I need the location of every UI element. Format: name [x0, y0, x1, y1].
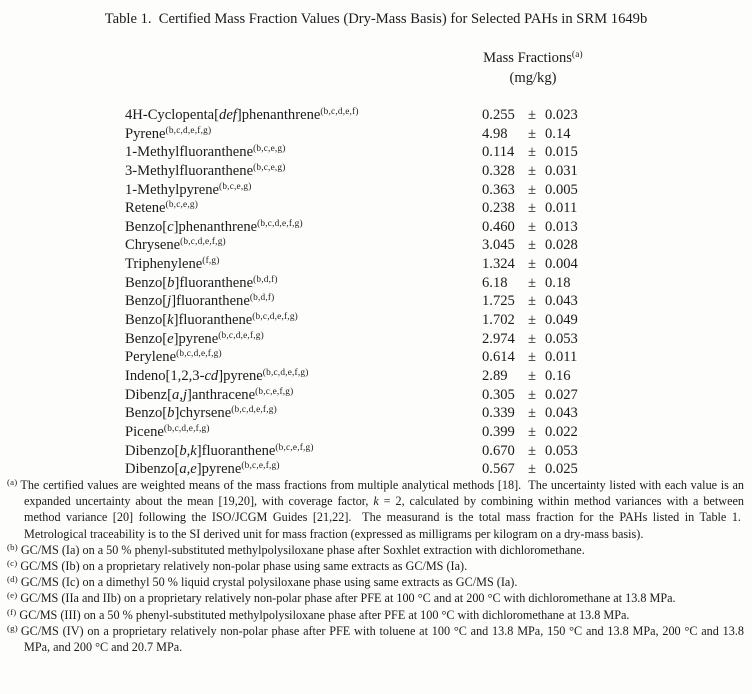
mass-fraction-value: 6.18 — [482, 274, 508, 291]
mass-fraction-value: 3.045 — [482, 237, 515, 254]
column-header-label — [400, 49, 666, 69]
compound-name: Dibenzo[a,e]pyrene — [125, 461, 242, 478]
plus-minus-sign: ± — [527, 423, 536, 440]
footnote-refs: (b,d,f) — [249, 293, 275, 304]
compound-name: Chrysene — [125, 237, 181, 254]
mass-fraction-value: 4.98 — [482, 125, 508, 142]
footnote-refs: (b,c,e,g) — [165, 200, 199, 211]
compound-name-cell — [125, 143, 482, 162]
footnote-refs: (b,c,d,e,f,g) — [252, 312, 298, 323]
plus-minus-sign: ± — [527, 330, 536, 347]
table-row — [125, 125, 578, 144]
footnotes-section — [7, 477, 744, 655]
compound-name: 3-Methylfluoranthene — [125, 162, 254, 179]
footnote-ref-a: (a) — [571, 50, 583, 60]
footnote-refs: (b,c,d,e,f,g) — [231, 405, 277, 416]
compound-name-cell — [125, 311, 482, 330]
table-row — [125, 199, 578, 218]
expanded-uncertainty: 0.043 — [545, 293, 578, 310]
mass-fraction-cell — [482, 106, 578, 125]
compound-name-cell — [125, 199, 482, 218]
compound-name: Benzo[b]fluoranthene — [125, 274, 254, 291]
footnote-refs: (b,c,d,e,f,g) — [257, 218, 303, 229]
expanded-uncertainty: 0.011 — [545, 349, 578, 366]
table-row — [125, 181, 578, 200]
mass-fractions-label: Mass Fractions — [483, 50, 572, 66]
mass-fraction-cell — [482, 386, 578, 405]
footnote-refs: (b,c,d,e,f,g) — [262, 367, 309, 378]
mass-fraction-cell — [482, 255, 578, 274]
mass-fraction-value: 1.324 — [482, 256, 515, 273]
footnote — [7, 623, 744, 655]
expanded-uncertainty: 0.011 — [545, 200, 578, 217]
compound-name: Benzo[e]pyrene — [125, 330, 219, 347]
mass-fraction-cell — [482, 311, 578, 330]
compound-name: Benzo[j]fluoranthene — [125, 293, 250, 310]
table-row — [125, 311, 578, 330]
mass-fraction-cell — [482, 181, 578, 200]
plus-minus-sign: ± — [527, 405, 536, 422]
footnote-refs: (b,d,f) — [253, 274, 278, 285]
compound-name-cell — [125, 292, 482, 311]
mass-fraction-cell — [482, 274, 571, 293]
mass-fraction-cell — [482, 162, 578, 181]
mass-fraction-cell — [482, 330, 578, 349]
compound-name: Benzo[b]chyrsene — [125, 405, 232, 422]
footnote — [7, 607, 744, 623]
plus-minus-sign: ± — [527, 237, 536, 254]
expanded-uncertainty: 0.043 — [545, 405, 578, 422]
footnote-text: GC/MS (IIa and IIb) on a proprietary relatively non-polar phase after PFE at 100 °C and at 200 °C with dichloromethane at 13.8 MPa. — [20, 591, 676, 606]
compound-name: Benzo[c]phenanthrene — [125, 218, 258, 235]
footnote-refs: (b,c,d,e,f) — [320, 107, 359, 117]
table-row — [125, 292, 578, 311]
footnote-refs: (b,c,e,g) — [219, 181, 252, 192]
expanded-uncertainty: 0.16 — [545, 367, 571, 384]
mass-fraction-cell — [482, 367, 571, 386]
compound-name-cell — [125, 386, 482, 405]
mass-fraction-value: 0.614 — [482, 349, 515, 366]
expanded-uncertainty: 0.025 — [545, 461, 578, 478]
expanded-uncertainty: 0.053 — [545, 442, 578, 459]
plus-minus-sign: ± — [527, 125, 536, 142]
plus-minus-sign: ± — [527, 367, 536, 384]
footnote-refs: (b,c,e,f,g) — [275, 442, 314, 453]
compound-name-cell — [125, 404, 482, 423]
mass-fraction-value: 1.702 — [482, 312, 515, 329]
table-row — [125, 348, 578, 367]
table-row — [125, 218, 578, 237]
table-row — [125, 143, 578, 162]
compound-name-cell — [125, 125, 482, 144]
compound-name-cell — [125, 236, 482, 255]
compound-name: Perylene — [125, 349, 177, 366]
expanded-uncertainty: 0.18 — [545, 274, 571, 291]
expanded-uncertainty: 0.028 — [545, 237, 578, 254]
mass-fraction-value: 2.974 — [482, 330, 515, 347]
expanded-uncertainty: 0.14 — [545, 125, 571, 142]
expanded-uncertainty: 0.023 — [545, 107, 578, 123]
compound-name-cell — [125, 181, 482, 200]
footnote-text: The certified values are weighted means of the mass fractions from multiple analytical methods [18]. The uncertainty listed with each value is an expanded uncertainty about the mean [19,20], with coverage factor, k = 2, calculated by combining within method variances with a between method variance [20] following the ISO/JCGM Guides [21,22]. The measurand is the total mass fraction for the PAHs listed in Table 1. Metrological traceability is to the SI derived unit for mass fraction (expressed as milligrams per kilogram on a dry-mass basis). — [20, 478, 744, 541]
compound-name: Retene — [125, 200, 166, 217]
mass-fraction-cell — [482, 143, 578, 162]
table-row — [125, 162, 578, 181]
compound-name-cell — [125, 255, 482, 274]
footnote-marker: (a) — [7, 477, 18, 487]
plus-minus-sign: ± — [527, 274, 536, 291]
compound-name: 1-Methylfluoranthene — [125, 144, 254, 161]
expanded-uncertainty: 0.027 — [545, 386, 578, 403]
compound-name-cell — [125, 274, 482, 293]
mass-fraction-cell — [482, 442, 578, 461]
table-row — [125, 367, 578, 386]
expanded-uncertainty: 0.005 — [545, 181, 578, 198]
mass-fraction-cell — [482, 199, 577, 218]
plus-minus-sign: ± — [527, 349, 536, 366]
mass-fraction-cell — [482, 348, 577, 367]
mass-fraction-value: 0.460 — [482, 218, 515, 235]
footnote-refs: (b,c,e,f,g) — [241, 461, 280, 472]
footnote-marker: (f) — [7, 606, 17, 617]
expanded-uncertainty: 0.022 — [545, 423, 578, 440]
compound-name: Benzo[k]fluoranthene — [125, 312, 253, 329]
footnote-text: GC/MS (IV) on a proprietary relatively non-polar phase after PFE with toluene at 100 °C and 13.8 MPa, 150 °C and 13.8 MPa, 200 °C and 13.8 MPa, and 200 °C and 20.7 MPa. — [20, 623, 744, 655]
mass-fraction-cell — [482, 292, 578, 311]
compound-name: Picene — [125, 423, 164, 440]
expanded-uncertainty: 0.004 — [545, 256, 578, 273]
expanded-uncertainty: 0.015 — [545, 144, 578, 161]
table-row — [125, 442, 578, 461]
footnote-marker: (e) — [7, 590, 18, 601]
footnote — [7, 542, 744, 558]
mass-fraction-cell — [482, 404, 578, 423]
footnote-refs: (b,c,d,e,f,g) — [176, 349, 222, 360]
mass-fraction-value: 0.328 — [482, 162, 515, 179]
table-row — [125, 274, 578, 293]
mass-fraction-value: 0.670 — [482, 442, 515, 459]
mass-fraction-value: 0.399 — [482, 423, 515, 440]
expanded-uncertainty: 0.013 — [545, 218, 578, 235]
footnote-refs: (b,c,d,e,f,g) — [165, 125, 212, 136]
mass-fraction-value: 0.255 — [482, 107, 515, 123]
footnote-marker: (b) — [7, 541, 18, 552]
footnote — [7, 590, 744, 606]
footnote-marker: (d) — [7, 574, 18, 585]
table-row — [125, 236, 578, 255]
footnote — [7, 477, 744, 542]
compound-name: Indeno[1,2,3-cd]pyrene — [125, 367, 263, 384]
plus-minus-sign: ± — [527, 107, 536, 123]
mass-fraction-cell — [482, 125, 571, 144]
mass-fraction-value: 0.305 — [482, 386, 515, 403]
compound-name-cell — [125, 423, 482, 442]
data-table — [125, 106, 578, 479]
mass-fraction-cell — [482, 423, 578, 442]
plus-minus-sign: ± — [527, 181, 536, 198]
mass-fraction-cell — [482, 236, 578, 255]
compound-name: 1-Methylpyrene — [125, 181, 220, 198]
mass-fraction-value: 0.363 — [482, 181, 515, 198]
footnote-refs: (b,c,d,e,f,g) — [218, 330, 264, 341]
expanded-uncertainty: 0.031 — [545, 162, 578, 179]
plus-minus-sign: ± — [527, 144, 536, 161]
plus-minus-sign: ± — [527, 162, 536, 179]
table-row — [125, 255, 578, 274]
compound-name-cell — [125, 367, 482, 386]
footnote-marker: (g) — [7, 622, 18, 633]
compound-name-cell — [125, 106, 482, 125]
footnote-refs: (b,c,d,e,f,g) — [163, 423, 210, 434]
footnote-text: GC/MS (Ia) on a 50 % phenyl-substituted methylpolysiloxane phase after Soxhlet extraction with dichloromethane. — [20, 542, 585, 557]
table-title: Table 1. Certified Mass Fraction Values (Dry-Mass Basis) for Selected PAHs in SRM 1649b — [104, 11, 648, 27]
mass-fraction-value: 0.339 — [482, 405, 515, 422]
mass-fraction-value: 0.567 — [482, 461, 515, 478]
plus-minus-sign: ± — [527, 256, 536, 273]
compound-name: 4H-Cyclopenta[def]phenanthrene — [125, 107, 321, 123]
footnote — [7, 558, 744, 574]
compound-name-cell — [125, 162, 482, 181]
footnote-refs: (b,c,d,e,f,g) — [180, 237, 226, 248]
compound-name: Pyrene — [125, 125, 166, 142]
mass-fraction-cell — [482, 218, 578, 237]
footnote-refs: (b,c,e,g) — [253, 162, 286, 173]
compound-name-cell — [125, 218, 482, 237]
compound-name-cell — [125, 348, 482, 367]
footnote-refs: (b,c,e,g) — [253, 144, 286, 155]
table-row — [125, 423, 578, 442]
plus-minus-sign: ± — [527, 312, 536, 329]
column-header — [400, 49, 666, 88]
plus-minus-sign: ± — [527, 386, 536, 403]
plus-minus-sign: ± — [527, 461, 536, 478]
plus-minus-sign: ± — [527, 442, 536, 459]
column-header-unit: (mg/kg) — [509, 69, 557, 86]
plus-minus-sign: ± — [527, 218, 536, 235]
table-row — [125, 404, 578, 423]
footnote-text: GC/MS (Ib) on a proprietary relatively non-polar phase using same extracts as GC/MS (Ia). — [20, 559, 468, 574]
mass-fraction-value: 0.114 — [482, 144, 515, 161]
table-row — [125, 330, 578, 349]
plus-minus-sign: ± — [527, 200, 536, 217]
compound-name-cell — [125, 330, 482, 349]
compound-name-cell — [125, 442, 482, 461]
compound-name: Dibenzo[b,k]fluoranthene — [125, 442, 276, 459]
mass-fraction-value: 0.238 — [482, 200, 515, 217]
footnote — [7, 574, 744, 590]
compound-name: Dibenz[a,j]anthracene — [125, 386, 256, 403]
footnote-refs: (f,g) — [202, 256, 220, 267]
footnote-text: GC/MS (III) on a 50 % phenyl-substituted methylpolysiloxane phase after PFE at 100 °C with dichloromethane at 13.8 MPa. — [19, 607, 630, 622]
footnote-marker: (c) — [7, 558, 18, 569]
mass-fraction-value: 1.725 — [482, 293, 515, 310]
plus-minus-sign: ± — [527, 293, 536, 310]
compound-name: Triphenylene — [125, 256, 203, 273]
table-row — [125, 386, 578, 405]
expanded-uncertainty: 0.049 — [545, 312, 578, 329]
expanded-uncertainty: 0.053 — [545, 330, 578, 347]
mass-fraction-value: 2.89 — [482, 367, 508, 384]
footnote-refs: (b,c,e,f,g) — [255, 386, 294, 397]
table-row — [125, 106, 578, 125]
footnote-text: GC/MS (Ic) on a dimethyl 50 % liquid crystal polysiloxane phase using same extracts as GC/MS (Ia). — [20, 575, 518, 590]
